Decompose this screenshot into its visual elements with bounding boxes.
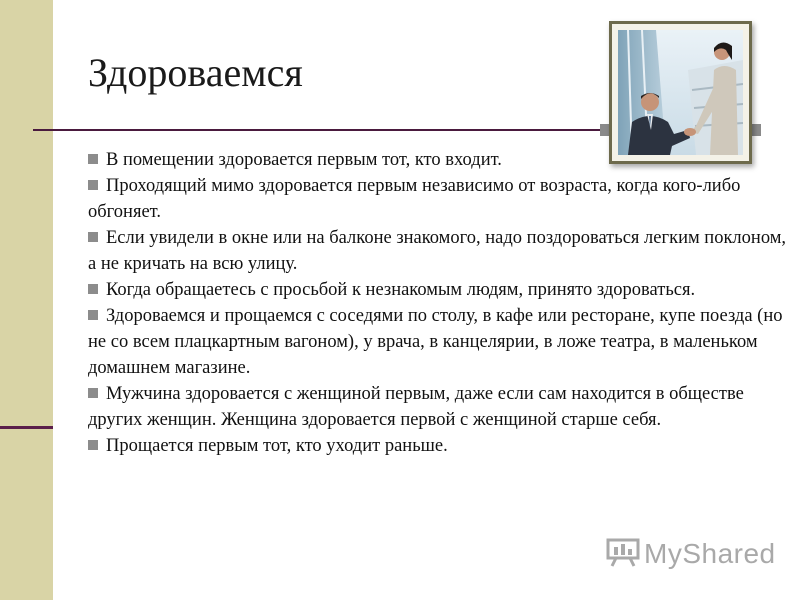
- list-item: [88, 433, 788, 459]
- side-band-accent-line: [0, 426, 53, 429]
- handshake-photo-graphic: [618, 30, 743, 155]
- list-item: [88, 147, 788, 173]
- bullet-text: Здороваемся и прощаемся с соседями по столу, в кафе или ресторане, купе поезда (но не со всем плацкартным вагоном), у врача, в канцелярии, в ложе театра, в маленьком домашнем магазине.: [88, 306, 783, 378]
- square-bullet-icon: [88, 388, 98, 398]
- square-bullet-icon: [88, 440, 98, 450]
- list-item: [88, 381, 788, 433]
- list-item: [88, 277, 788, 303]
- square-bullet-icon: [88, 180, 98, 190]
- square-bullet-icon: [88, 284, 98, 294]
- watermark: [606, 536, 776, 572]
- bullet-text: Проходящий мимо здоровается первым независимо от возраста, когда кого-либо обгоняет.: [88, 176, 741, 222]
- bullet-text: В помещении здоровается первым тот, кто входит.: [106, 150, 502, 170]
- presentation-board-icon: [606, 537, 640, 572]
- square-bullet-icon: [88, 232, 98, 242]
- square-bullet-icon: [88, 310, 98, 320]
- list-item: [88, 173, 788, 225]
- slide-title: Здороваемся: [88, 50, 303, 95]
- bullet-text: Прощается первым тот, кто уходит раньше.: [106, 436, 448, 456]
- bullet-text: Когда обращаетесь с просьбой к незнакомым людям, принято здороваться.: [106, 280, 696, 300]
- list-item: [88, 303, 788, 381]
- photo-frame: [609, 21, 752, 164]
- handshake-photo: [618, 30, 743, 155]
- square-bullet-icon: [88, 154, 98, 164]
- bullet-text: Если увидели в окне или на балконе знакомого, надо поздороваться легким поклоном, а не кричать на всю улицу.: [88, 228, 787, 274]
- bullet-text: Мужчина здоровается с женщиной первым, даже если сам находится в обществе других женщин. Женщина здоровается первой с женщиной старше себя.: [88, 384, 744, 430]
- side-band: [0, 0, 53, 600]
- bullet-list: [88, 147, 788, 459]
- title-divider: [33, 129, 600, 131]
- watermark-text: MyShared: [644, 538, 776, 569]
- list-item: [88, 225, 788, 277]
